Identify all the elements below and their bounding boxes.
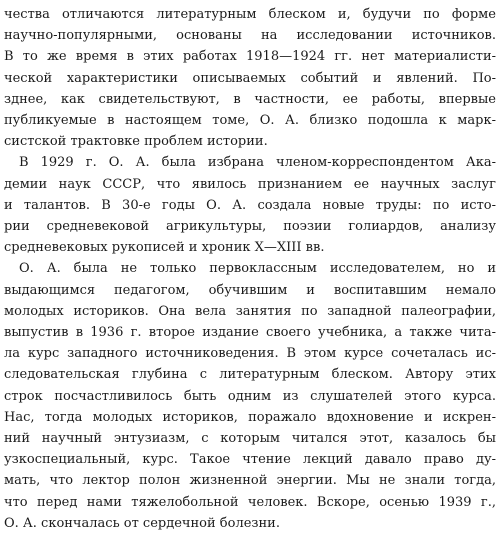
text-line: чества отличаются литературным блеском и, будучи по форме [4,7,496,22]
text-line: что перед нами тяжелобольной человек. Вскоре, осенью 1939 г., [4,494,496,510]
text-line: демии наук СССР, что явилось признанием ее научных заслуг [4,176,496,192]
text-line: В 1929 г. О. А. была избрана членом-корреспондентом Ака- [19,155,496,171]
text-line: молодых историков. Она вела занятия по западной палеографии, [4,303,496,319]
paragraph-1 [4,4,496,152]
document-page [4,4,496,531]
text-line: ческой характеристики описываемых событий и явлений. По- [4,70,496,86]
text-line: выдающимся педагогом, обучившим и воспитавшим немало [4,282,496,298]
text-line: О. А. скончалась от сердечной болезни. [4,515,280,531]
text-line: узкоспециальный, курс. Такое чтение лекций давало право ду- [4,452,496,468]
text-line: Нас, тогда молодых историков, поражало вдохновение и искрен- [4,409,496,425]
text-line: ний научный энтузиазм, с которым читался этот, казалось бы [4,431,496,447]
paragraph-3 [4,258,496,534]
text-line: О. А. была не только первоклассным исследователем, но и [19,261,496,277]
text-line: зднее, как свидетельствуют, в частности, ее работы, впервые [4,91,496,107]
text-line: систской трактовке проблем истории. [4,134,268,150]
text-line: средневековых рукописей и хроник X—XIII вв. [4,240,325,256]
text-line: публикуемые в настоящем томе, О. А. близко подошла к марк- [4,113,496,129]
text-line: рии средневековой агрикультуры, поэзии голиардов, анализу [4,219,496,235]
text-line: и талантов. В 30-е годы О. А. создала новые труды: по исто- [4,197,496,213]
text-line: строк посчастливилось быть одним из слушателей этого курса. [4,388,496,404]
text-line: мать, что лектор полон жизненной энергии. Мы не знали тогда, [4,473,496,489]
text-line: следовательская глубина с литературным блеском. Автору этих [4,367,496,383]
text-line: ла курс западного источниковедения. В этом курсе сочеталась ис- [4,346,496,362]
paragraph-2 [4,152,496,258]
text-line: выпустив в 1936 г. второе издание своего учебника, а также чита- [4,325,496,341]
text-line: научно-популярными, основаны на исследовании источников. [4,28,496,44]
text-line: В то же время в этих работах 1918—1924 гг. нет материалисти- [4,49,496,65]
